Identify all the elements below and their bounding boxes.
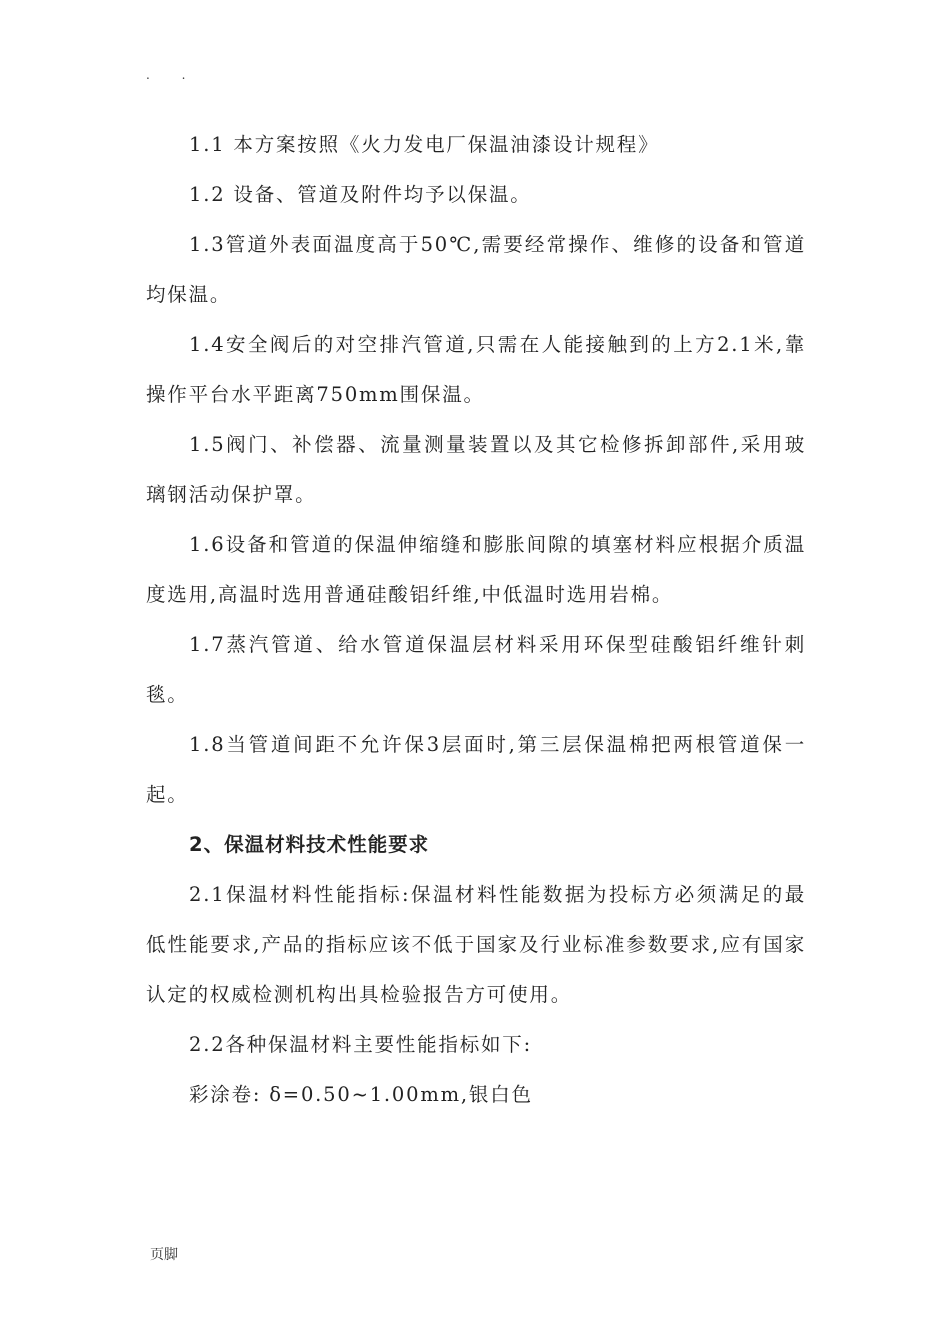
paragraph-1-4: 1.4安全阀后的对空排汽管道,只需在人能接触到的上方2.1米,靠操作平台水平距离750mm围保温。 (146, 333, 806, 406)
paragraph-2-2: 2.2各种保温材料主要性能指标如下: (189, 1033, 532, 1056)
paragraph-1-7: 1.7蒸汽管道、给水管道保温层材料采用环保型硅酸铝纤维针刺毯。 (146, 633, 806, 706)
section-heading-2: 2、保温材料技术性能要求 (189, 833, 430, 856)
paragraph-1-8: 1.8当管道间距不允许保3层面时,第三层保温棉把两根管道保一起。 (146, 733, 806, 806)
paragraph-1-5: 1.5阀门、补偿器、流量测量装置以及其它检修拆卸部件,采用玻璃钢活动保护罩。 (146, 433, 806, 506)
header-mark: . . (146, 68, 200, 82)
paragraph-1-2: 1.2 设备、管道及附件均予以保温。 (189, 183, 532, 206)
page-footer: 页脚 (150, 1247, 178, 1263)
paragraph-2-1: 2.1保温材料性能指标:保温材料性能数据为投标方必须满足的最低性能要求,产品的指标应该不低于国家及行业标准参数要求,应有国家认定的权威检测机构出具检验报告方可使用。 (146, 883, 806, 1006)
paragraph-1-3: 1.3管道外表面温度高于50℃,需要经常操作、维修的设备和管道均保温。 (146, 233, 806, 306)
paragraph-1-1: 1.1 本方案按照《火力发电厂保温油漆设计规程》 (189, 133, 660, 156)
paragraph-1-6: 1.6设备和管道的保温伸缩缝和膨胀间隙的填塞材料应根据介质温度选用,高温时选用普通硅酸铝纤维,中低温时选用岩棉。 (146, 533, 806, 606)
document-body (146, 120, 806, 1120)
paragraph-color-coil: 彩涂卷: δ=0.50~1.00mm,银白色 (189, 1083, 533, 1106)
